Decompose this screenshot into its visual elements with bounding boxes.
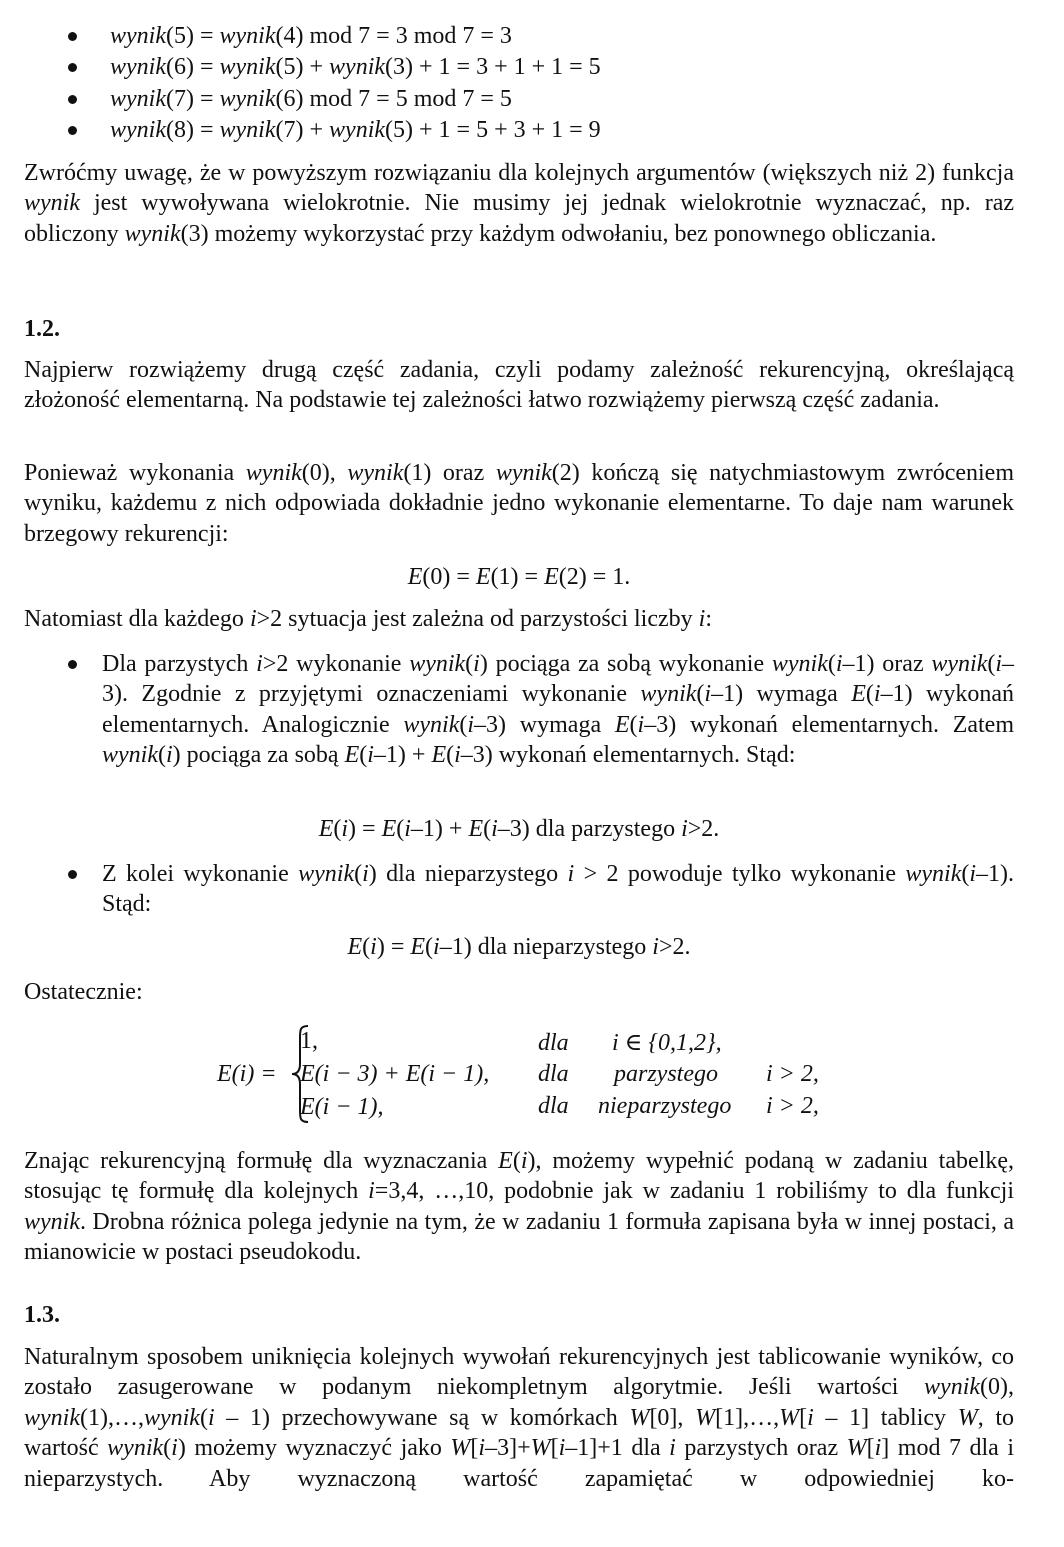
list-item-text: wynik(5) = wynik(4) mod 7 = 3 mod 7 = 3 <box>110 23 512 49</box>
piecewise-row3-compare: i > 2, <box>766 1093 819 1119</box>
paragraph-7: Naturalnym sposobem uniknięcia kolejnych wywołań rekurencyjnych jest tablicowanie wyników, co zostało zasugerowane w podanym niekompletnym algorytmie. Jeśli wartości wynik(0), wynik(1),…,wynik(i – 1) przechowywane są w komórkach W[0], W[1],…,W[i – 1] tablicy W, to wartość wynik(i) możemy wyznaczyć jako W[i–3]+W[i–1]+1 dla i parzystych oraz W[i] mod 7 dla i nieparzystych. Aby wyznaczoną wartość zapamiętać w odpowiedniej ko- <box>24 1344 1015 1492</box>
paragraph-6: Znając rekurencyjną formułę dla wyznaczania E(i), możemy wypełnić podaną w zadaniu tabelkę, stosując tę formułę dla kolejnych i=3,4, …,10, podobnie jak w zadaniu 1 robiliśmy to dla funkcji wynik. Drobna różnica polega jedynie na tym, że w zadaniu 1 formuła zapisana była w innej postaci, a mianowicie w postaci pseudokodu. <box>24 1148 1014 1266</box>
bullet-icon <box>68 126 77 135</box>
paragraph-4: Natomiast dla każdego i>2 sytuacja jest zależna od parzystości liczby i: <box>24 606 712 632</box>
paragraph-5: Ostatecznie: <box>24 979 143 1005</box>
list-item-text: wynik(8) = wynik(7) + wynik(5) + 1 = 5 + 3 + 1 = 9 <box>110 117 601 143</box>
equation-boundary: E(0) = E(1) = E(2) = 1. <box>407 564 631 590</box>
list-item-odd-case: Z kolei wykonanie wynik(i) dla nieparzystego i > 2 powoduje tylko wykonanie wynik(i–1). Stąd: <box>102 861 1015 918</box>
piecewise-row1-condition: i ∈ {0,1,2}, <box>612 1030 722 1056</box>
piecewise-row2-compare: i > 2, <box>766 1061 819 1087</box>
bullet-icon <box>68 63 77 72</box>
piecewise-row1-value: 1, <box>300 1028 318 1054</box>
piecewise-row3-value: E(i − 1), <box>300 1094 384 1120</box>
equation-odd: E(i) = E(i–1) dla nieparzystego i>2. <box>347 934 691 960</box>
list-item-text: wynik(7) = wynik(6) mod 7 = 5 mod 7 = 5 <box>110 86 512 112</box>
list-item-text: wynik(6) = wynik(5) + wynik(3) + 1 = 3 + 1 + 1 = 5 <box>110 54 601 80</box>
paragraph-2: Najpierw rozwiążemy drugą część zadania, czyli podamy zależność rekurencyjną, określającą złożoność elementarną. Na podstawie tej zależności łatwo rozwiążemy pierwszą część zadania. <box>24 357 1014 414</box>
piecewise-row3-dla: dla <box>538 1093 569 1119</box>
equation-even: E(i) = E(i–1) + E(i–3) dla parzystego i>2. <box>318 816 720 842</box>
bullet-icon <box>68 95 77 104</box>
piecewise-row2-value: E(i − 3) + E(i − 1), <box>300 1061 490 1087</box>
piecewise-lhs: E(i) = <box>217 1061 277 1087</box>
bullet-icon <box>68 660 77 669</box>
piecewise-row2-dla: dla <box>538 1061 569 1087</box>
paragraph-3: Ponieważ wykonania wynik(0), wynik(1) oraz wynik(2) kończą się natychmiastowym zwróceniem wyniku, każdemu z nich odpowiada dokładnie jedno wykonanie elementarne. To daje nam warunek brzegowy rekurencji: <box>24 460 1015 547</box>
bullet-icon <box>68 870 77 879</box>
paragraph-1: Zwróćmy uwagę, że w powyższym rozwiązaniu dla kolejnych argumentów (większych niż 2) funkcja wynik jest wywoływana wielokrotnie. Nie musimy jej jednak wielokrotnie wyznaczać, np. raz obliczony wynik(3) możemy wykorzystać przy każdym odwołaniu, bez ponownego obliczania. <box>24 160 1014 247</box>
piecewise-row1-dla: dla <box>538 1030 569 1056</box>
section-heading-1-2: 1.2. <box>24 316 60 342</box>
list-item-even-case: Dla parzystych i>2 wykonanie wynik(i) pociąga za sobą wykonanie wynik(i–1) oraz wynik(i–3). Zgodnie z przyjętymi oznaczeniami wykonanie wynik(i–1) wymaga E(i–1) wykonań elementarnych. Analogicznie wynik(i–3) wymaga E(i–3) wykonań elementarnych. Zatem wynik(i) pociąga za sobą E(i–1) + E(i–3) wykonań elementarnych. Stąd: <box>102 651 1015 769</box>
bullet-icon <box>68 32 77 41</box>
piecewise-equation <box>24 1020 1014 1130</box>
section-heading-1-3: 1.3. <box>24 1302 60 1328</box>
piecewise-row3-condition: nieparzystego <box>598 1093 732 1119</box>
piecewise-row2-condition: parzystego <box>614 1061 718 1087</box>
